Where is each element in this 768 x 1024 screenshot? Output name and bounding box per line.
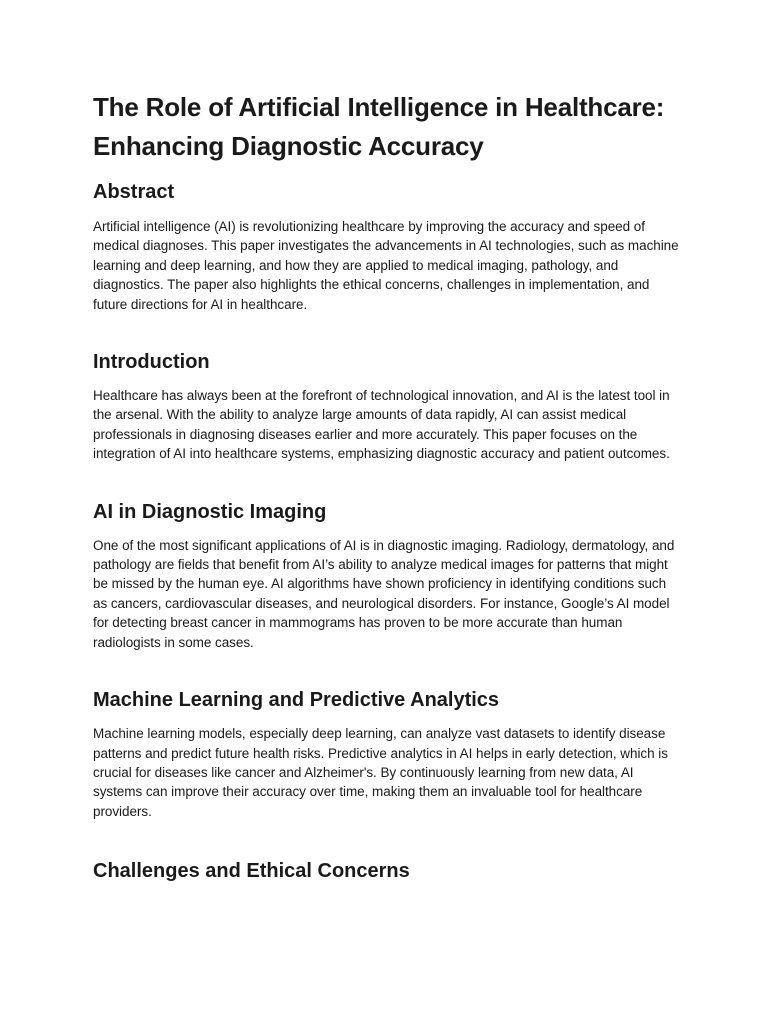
- machine-learning-section: [93, 686, 683, 821]
- diagnostic-imaging-heading: AI in Diagnostic Imaging: [93, 500, 327, 523]
- abstract-heading: Abstract: [93, 181, 175, 203]
- introduction-section: [93, 348, 683, 464]
- introduction-paragraph: Healthcare has always been at the forefront of technological innovation, and AI is the latest tool in the arsenal. With the ability to analyze large amounts of data rapidly, AI can assist medical professionals in diagnosing diseases earlier and more accurately. This paper focuses on the integration of AI into healthcare systems, emphasizing diagnostic accuracy and patient outcomes.: [93, 388, 670, 462]
- ethics-section: [93, 857, 683, 885]
- abstract-section: [93, 178, 683, 314]
- document-page: [93, 88, 683, 885]
- document-title: The Role of Artificial Intelligence in Healthcare: Enhancing Diagnostic Accuracy: [93, 92, 665, 161]
- machine-learning-paragraph: Machine learning models, especially deep learning, can analyze vast datasets to identify disease patterns and predict future health risks. Predictive analytics in AI helps in early detection, which is crucial for diseases like cancer and Alzheimer's. By continuously learning from new data, AI systems can improve their accuracy over time, making them an invaluable tool for healthcare providers.: [93, 726, 668, 819]
- introduction-heading: Introduction: [93, 351, 210, 374]
- ethics-heading: Challenges and Ethical Concerns: [93, 860, 410, 883]
- machine-learning-heading: Machine Learning and Predictive Analytics: [93, 689, 500, 712]
- diagnostic-imaging-section: [93, 498, 683, 652]
- abstract-paragraph: Artificial intelligence (AI) is revolutionizing healthcare by improving the accuracy and speed of medical diagnoses. This paper investigates the advancements in AI technologies, such as machine learning and deep learning, and how they are applied to medical imaging, pathology, and diagnostics. The paper also highlights the ethical concerns, challenges in implementation, and future directions for AI in healthcare.: [93, 219, 679, 312]
- diagnostic-imaging-paragraph: One of the most significant applications of AI is in diagnostic imaging. Radiology, dermatology, and pathology are fields that benefit from AI’s ability to analyze medical images for patterns that might be missed by the human eye. AI algorithms have shown proficiency in identifying conditions such as cancers, cardiovascular diseases, and neurological disorders. For instance, Google’s AI model for detecting breast cancer in mammograms has proven to be more accurate than human radiologists in some cases.: [93, 537, 675, 650]
